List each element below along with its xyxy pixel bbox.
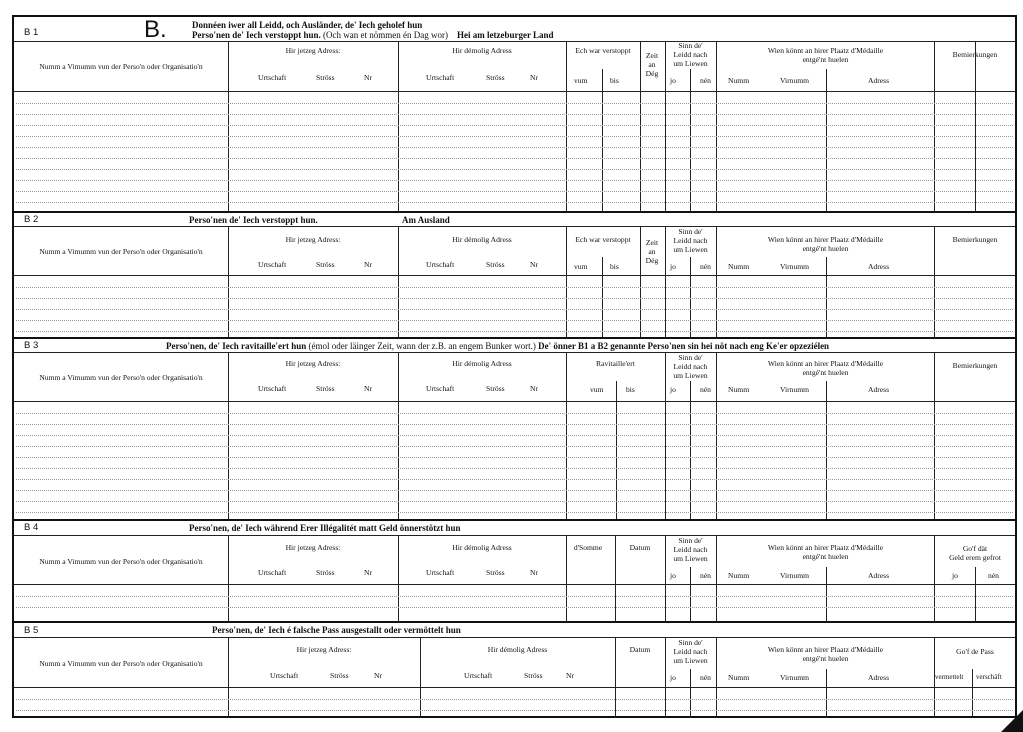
b2-sub-surname: Numm — [728, 262, 750, 271]
b1-header-bottom-rule — [14, 91, 1015, 92]
b2-sub-nr-then: Nr — [530, 260, 539, 269]
b5-col-alive-2: Leidd nach — [673, 647, 708, 656]
b5-sub-nr-then: Nr — [566, 671, 575, 680]
b4-column-divider — [398, 535, 399, 621]
b3-col-name: Numm a Vimumm vun der Perso'n oder Organisatio'n — [39, 373, 203, 382]
b3-header-bottom-rule — [14, 401, 1015, 402]
b5-writing-row — [16, 699, 1013, 700]
b3-writing-row — [16, 446, 1013, 447]
b3-col-medal-2: entgé'nt huelen — [802, 368, 849, 377]
b3-sub-street-then: Ströss — [486, 384, 505, 393]
b5-col-address-now: Hir jetzeg Adress: — [296, 645, 352, 654]
b5-col-medal-2: entgé'nt huelen — [802, 654, 849, 663]
section-id-b2: B 2 — [24, 214, 39, 225]
b4-col-medal-1: Wien könnt an hirer Plaatz d'Médaille — [767, 543, 884, 552]
b4-writing-row — [16, 596, 1013, 597]
b5-sub-mediated: vermettelt — [935, 673, 964, 681]
b4-col-address-then: Hir démolig Adress — [452, 543, 512, 552]
b4-subcolumn-divider — [690, 567, 691, 621]
b2-sub-street-now: Ströss — [316, 260, 335, 269]
b2-col-hidden: Ech war verstoppt — [575, 235, 631, 244]
b5-sub-street-then: Ströss — [524, 671, 543, 680]
b1-sub-firstname: Virnumm — [780, 76, 810, 85]
b3-sub-from: vum — [590, 385, 604, 394]
b3-writing-row — [16, 468, 1013, 469]
header-line-1: Donnéen iwer all Leidd, och Ausländer, de' Iech geholef hun — [192, 20, 423, 30]
b4-sub-no: nén — [700, 571, 711, 580]
b1-col-name: Numm a Vimumm vun der Perso'n oder Organisatio'n — [39, 62, 203, 71]
b5-col-alive-1: Sinn de' — [678, 638, 703, 647]
b1-col-hidden: Ech war verstoppt — [575, 46, 631, 55]
b1-column-divider — [716, 41, 717, 211]
b2-col-name: Numm a Vimumm vun der Perso'n oder Organisatio'n — [39, 247, 203, 256]
b1-column-divider — [228, 41, 229, 211]
b4-sub-yes: jo — [670, 571, 676, 580]
b3-sub-to: bis — [626, 385, 635, 394]
b3-col-remarks: Bemierkungen — [952, 361, 998, 370]
b4-col-address-now: Hir jetzeg Adress: — [285, 543, 341, 552]
b4-subcolumn-divider — [975, 567, 976, 621]
form-letter: B. — [144, 16, 167, 43]
b1-col-medal-2: entgé'nt huelen — [802, 55, 849, 64]
header-line-2 — [192, 30, 554, 40]
b1-writing-row — [16, 103, 1013, 104]
b5-column-divider — [228, 637, 229, 718]
b2-writing-row — [16, 320, 1013, 321]
b1-col-alive-2: Leidd nach — [673, 50, 708, 59]
b2-sub-firstname: Virnumm — [780, 262, 810, 271]
b2-writing-row — [16, 309, 1013, 310]
b3-sub-nr-now: Nr — [364, 384, 373, 393]
b4-col-date: Datum — [629, 543, 651, 552]
b3-writing-row — [16, 501, 1013, 502]
b1-sub-city-then: Urtschaft — [426, 73, 455, 82]
b1-col-alive-1: Sinn de' — [678, 41, 703, 50]
scan-corner-mark — [1001, 710, 1023, 732]
b3-header-top-rule — [14, 352, 1015, 353]
b1-col-address-now: Hir jetzeg Adress: — [285, 46, 341, 55]
b2-col-medal-2: entgé'nt huelen — [802, 244, 849, 253]
b2-writing-row — [16, 287, 1013, 288]
b2-col-days-1: Zeit — [645, 238, 659, 247]
b4-col-alive-2: Leidd nach — [673, 545, 708, 554]
header-line-2-end: Hei am letzeburger Land — [456, 30, 554, 40]
b3-sub-surname: Numm — [728, 385, 750, 394]
b3-writing-row — [16, 424, 1013, 425]
b4-col-money-1: Go'f dät — [962, 544, 988, 553]
b3-writing-row — [16, 413, 1013, 414]
b2-writing-row — [16, 331, 1013, 332]
b4-sub-street-now: Ströss — [316, 568, 335, 577]
b2-sub-to: bis — [610, 262, 619, 271]
b2-col-alive-3: um Liewen — [673, 245, 708, 254]
b3-writing-row — [16, 490, 1013, 491]
b1-writing-row — [16, 169, 1013, 170]
b2-col-address-now: Hir jetzeg Adress: — [285, 235, 341, 244]
b3-title: Perso'nen, de' Iech ravitaille'ert hun — [166, 341, 307, 351]
b4-col-sum: d'Somme — [573, 543, 603, 552]
section-id-b5: B 5 — [24, 625, 39, 636]
b5-col-pass: Go'f de Pass — [956, 647, 994, 656]
section-id-b4: B 4 — [24, 522, 39, 533]
b1-column-divider — [566, 41, 567, 211]
b5-col-alive-3: um Liewen — [673, 656, 708, 665]
b3-subcolumn-divider — [690, 381, 691, 519]
b4-sub-city-now: Urtschaft — [258, 568, 287, 577]
b4-col-alive-1: Sinn de' — [678, 536, 703, 545]
b2-title: Perso'nen de' Iech verstoppt hun. — [189, 215, 318, 225]
b2-subcolumn-divider — [690, 257, 691, 337]
b1-writing-row — [16, 158, 1013, 159]
b3-sub-yes: jo — [670, 385, 676, 394]
b2-sub-nr-now: Nr — [364, 260, 373, 269]
b1-subcolumn-divider — [690, 69, 691, 211]
b5-header-bottom-rule — [14, 687, 1015, 688]
b1-column-divider — [934, 41, 935, 211]
b5-sub-no: nén — [700, 673, 711, 682]
b2-col-medal-1: Wien könnt an hirer Plaatz d'Médaille — [767, 235, 884, 244]
b2-sub-city-now: Urtschaft — [258, 260, 287, 269]
b2-writing-row — [16, 298, 1013, 299]
b1-col-alive-3: um Liewen — [673, 59, 708, 68]
b1-sub-yes: jo — [670, 76, 676, 85]
b1-writing-row — [16, 147, 1013, 148]
b5-col-name: Numm a Vimumm vun der Perso'n oder Organisatio'n — [39, 659, 203, 668]
b3-col-alive-2: Leidd nach — [673, 362, 708, 371]
b1-col-days-3: Dég — [645, 69, 659, 78]
b1-writing-row — [16, 202, 1013, 203]
b5-writing-row — [16, 710, 1013, 711]
b1-sub-to: bis — [610, 76, 619, 85]
b2-sub-city-then: Urtschaft — [426, 260, 455, 269]
b1-column-divider — [640, 41, 641, 211]
b5-sub-city-then: Urtschaft — [464, 671, 493, 680]
b2-sub-street-then: Ströss — [486, 260, 505, 269]
b3-col-alive-1: Sinn de' — [678, 353, 703, 362]
b1-subcolumn-divider — [975, 41, 976, 211]
b3-col-supplied: Ravitaille'ert — [596, 359, 635, 368]
b4-column-divider — [716, 535, 717, 621]
b2-sub-yes: jo — [670, 262, 676, 271]
b4-sub-nr-then: Nr — [530, 568, 539, 577]
b4-subcolumn-divider — [826, 567, 827, 621]
header-line-2-bold: Perso'nen de' Iech verstoppt hun. — [192, 30, 321, 40]
b1-col-days-2: an — [648, 60, 656, 69]
b3-writing-row — [16, 512, 1013, 513]
b1-sub-street-now: Ströss — [316, 73, 335, 82]
b5-column-divider — [716, 637, 717, 718]
b4-col-name: Numm a Vimumm vun der Perso'n oder Organisatio'n — [39, 557, 203, 566]
b3-sub-city-now: Urtschaft — [258, 384, 287, 393]
b4-column-divider — [934, 535, 935, 621]
b1-sub-street-then: Ströss — [486, 73, 505, 82]
b3-sub-no: nén — [700, 385, 711, 394]
b1-col-remarks: Bemierkungen — [952, 50, 998, 59]
b3-col-address-now: Hir jetzeg Adress: — [285, 359, 341, 368]
b2-col-address-then: Hir démolig Adress — [452, 235, 512, 244]
b2-col-alive-1: Sinn de' — [678, 227, 703, 236]
b4-column-divider — [615, 535, 616, 621]
b5-column-divider — [615, 637, 616, 718]
b5-col-medal-1: Wien könnt an hirer Plaatz d'Médaille — [767, 645, 884, 654]
b1-sub-address: Adress — [868, 76, 890, 85]
b3-sub-address: Adress — [868, 385, 890, 394]
b4-sub-yes-money: jo — [952, 571, 958, 580]
b1-col-days-1: Zeit — [645, 51, 659, 60]
b4-sub-nr-now: Nr — [364, 568, 373, 577]
b3-subcolumn-divider — [826, 381, 827, 519]
b3-bottom-rule — [14, 519, 1015, 521]
b1-sub-from: vum — [574, 76, 588, 85]
b5-column-divider — [934, 637, 935, 718]
b3-col-medal-1: Wien könnt an hirer Plaatz d'Médaille — [767, 359, 884, 368]
b1-header-top-rule — [14, 41, 1015, 42]
b1-subcolumn-divider — [602, 69, 603, 211]
b2-col-days-3: Dég — [645, 256, 659, 265]
b4-sub-firstname: Virnumm — [780, 571, 810, 580]
b3-writing-row — [16, 457, 1013, 458]
b2-title-extra: Am Ausland — [402, 215, 450, 225]
b4-col-alive-3: um Liewen — [673, 554, 708, 563]
b5-sub-address: Adress — [868, 673, 890, 682]
b2-col-days-2: an — [648, 247, 656, 256]
b2-subcolumn-divider — [826, 257, 827, 337]
form-frame — [12, 15, 1017, 718]
b2-col-alive-2: Leidd nach — [673, 236, 708, 245]
b5-sub-yes: jo — [670, 673, 676, 682]
b2-sub-address: Adress — [868, 262, 890, 271]
b1-sub-no: nén — [700, 76, 711, 85]
b4-bottom-rule — [14, 621, 1015, 623]
b3-col-address-then: Hir démolig Adress — [452, 359, 512, 368]
b4-title: Perso'nen, de' Iech während Erer Illégalitét matt Geld önnerstötzt hun — [189, 523, 461, 533]
b2-col-remarks: Bemierkungen — [952, 235, 998, 244]
b5-sub-issued: verschäft — [976, 673, 1002, 681]
b1-writing-row — [16, 136, 1013, 137]
b3-sub-firstname: Virnumm — [780, 385, 810, 394]
b3-sub-nr-then: Nr — [530, 384, 539, 393]
b1-column-divider — [398, 41, 399, 211]
b3-title-end: De' önner B1 a B2 genannte Perso'nen sin hei nöt nach eng Ke'er opzeziélen — [538, 341, 830, 351]
b2-header-top-rule — [14, 226, 1015, 227]
header-line-2-normal: (Och wan et nömmen én Dag wor) — [323, 30, 448, 40]
b4-sub-street-then: Ströss — [486, 568, 505, 577]
b3-sub-city-then: Urtschaft — [426, 384, 455, 393]
b2-header-bottom-rule — [14, 275, 1015, 276]
b2-sub-from: vum — [574, 262, 588, 271]
b5-column-divider — [665, 637, 666, 718]
b4-sub-no-money: nén — [988, 571, 999, 580]
b4-col-money-2: Geld erem gefrot — [949, 553, 1001, 562]
b2-subcolumn-divider — [602, 257, 603, 337]
b5-col-address-then: Hir démolig Adress — [487, 645, 548, 654]
b2-bottom-rule — [14, 337, 1015, 339]
b3-sub-street-now: Ströss — [316, 384, 335, 393]
b1-bottom-rule — [14, 211, 1015, 213]
b1-col-medal-1: Wien könnt an hirer Plaatz d'Médaille — [767, 46, 884, 55]
b4-column-divider — [228, 535, 229, 621]
b4-col-medal-2: entgé'nt huelen — [802, 552, 849, 561]
b5-sub-street-now: Ströss — [330, 671, 349, 680]
b5-sub-firstname: Virnumm — [780, 673, 810, 682]
b1-subcolumn-divider — [826, 69, 827, 211]
b3-col-alive-3: um Liewen — [673, 371, 708, 380]
b1-sub-nr-now: Nr — [364, 73, 373, 82]
b5-col-date: Datum — [629, 645, 651, 654]
b5-column-divider — [420, 637, 421, 718]
b1-writing-row — [16, 125, 1013, 126]
b5-header-top-rule — [14, 637, 1015, 638]
b4-writing-row — [16, 607, 1013, 608]
b3-title-normal: (émol oder läinger Zeit, wann der z.B. an engem Bunker wort.) — [308, 341, 536, 351]
b3-writing-row — [16, 435, 1013, 436]
b1-sub-city-now: Urtschaft — [258, 73, 287, 82]
b1-sub-surname: Numm — [728, 76, 750, 85]
b1-col-address-then: Hir démolig Adress — [452, 46, 512, 55]
b3-writing-row — [16, 479, 1013, 480]
b5-sub-surname: Numm — [728, 673, 750, 682]
b1-writing-row — [16, 114, 1013, 115]
b1-writing-row — [16, 180, 1013, 181]
section-id-b1: B 1 — [24, 27, 39, 38]
b4-sub-city-then: Urtschaft — [426, 568, 455, 577]
b4-column-divider — [665, 535, 666, 621]
b4-header-top-rule — [14, 535, 1015, 536]
b5-sub-nr-now: Nr — [374, 671, 383, 680]
b3-title-line — [166, 341, 829, 351]
b1-writing-row — [16, 191, 1013, 192]
b5-sub-city-now: Urtschaft — [270, 671, 299, 680]
b4-sub-address: Adress — [868, 571, 890, 580]
b4-sub-surname: Numm — [728, 571, 750, 580]
section-id-b3: B 3 — [24, 340, 39, 351]
b1-column-divider — [665, 41, 666, 211]
b4-column-divider — [566, 535, 567, 621]
b1-sub-nr-then: Nr — [530, 73, 539, 82]
b2-sub-no: nén — [700, 262, 711, 271]
b4-header-bottom-rule — [14, 584, 1015, 585]
b5-title: Perso'nen, de' Iech é falsche Pass ausgestallt oder vermöttelt hun — [212, 625, 461, 635]
b3-subcolumn-divider — [616, 381, 617, 519]
